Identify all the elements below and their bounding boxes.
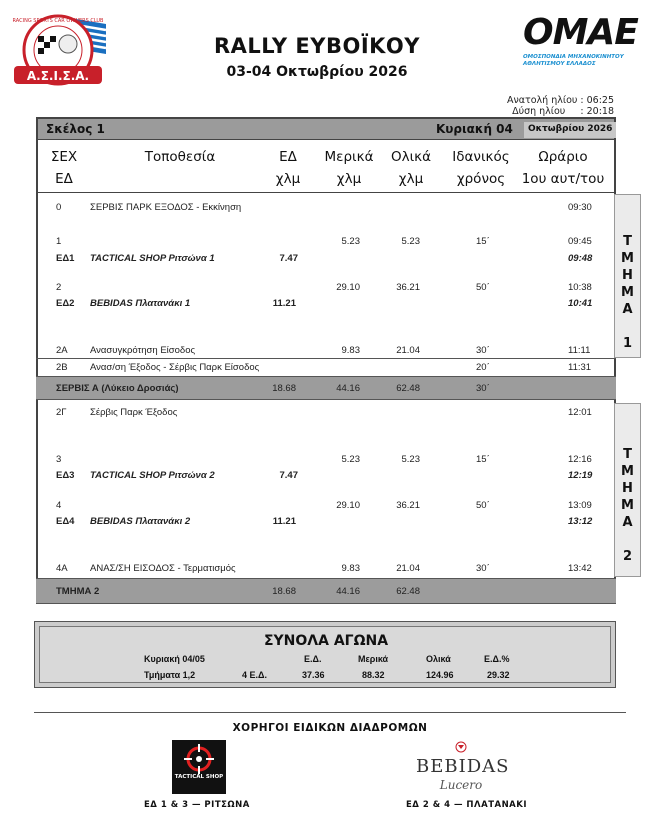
row-partial: 29.10 — [336, 282, 360, 293]
col-header-location: Τοποθεσία — [144, 149, 216, 165]
service-label: ΣΕΡΒΙΣ Α (Λύκειο Δροσιάς) — [56, 383, 179, 394]
row-divider — [36, 358, 616, 359]
row-ideal: 15΄ — [476, 236, 490, 247]
row-tc: ΕΔ3 — [56, 470, 75, 481]
row-tc: 4 — [56, 500, 62, 511]
row-location: BEBIDAS Πλατανάκι 2 — [90, 516, 191, 527]
glass-icon — [416, 740, 506, 756]
footer-divider — [34, 712, 626, 713]
sponsor-caption-left: ΕΔ 1 & 3 — ΡΙΤΣΩΝΑ — [144, 800, 250, 810]
row-ss: 7.47 — [279, 253, 298, 264]
event-dates: 03-04 Οκτωβρίου 2026 — [226, 64, 408, 80]
sunset-time: Δύση ηλίου : 20:18 — [512, 106, 614, 117]
totals-inner — [39, 626, 611, 683]
stage-day: Κυριακή 04 — [436, 122, 513, 136]
row-location: ΑΝΑΣ/ΣΗ ΕΙΣΟΔΟΣ - Τερματισμός — [90, 563, 236, 574]
row-total: 5.23 — [401, 454, 420, 465]
row-time: 09:48 — [568, 253, 593, 264]
row-time: 11:11 — [568, 345, 591, 356]
asisa-logo-ring: RACING SPORTS CAR OWNERS CLUB — [12, 18, 104, 24]
totals-count: 4 Ε.Δ. — [242, 670, 267, 680]
totals-partial: 88.32 — [362, 670, 385, 680]
row-time: 09:45 — [568, 236, 592, 247]
row-time: 13:12 — [568, 516, 593, 527]
service-total: 62.48 — [396, 383, 420, 394]
row-time: 12:19 — [568, 470, 593, 481]
row-location: BEBIDAS Πλατανάκι 1 — [90, 298, 191, 309]
totals-total: 124.96 — [426, 670, 454, 680]
row-location: Ανασ/ση Έξοδος - Σέρβις Παρκ Είσοδος — [90, 362, 260, 373]
row-time: 12:01 — [568, 407, 592, 418]
totals-ss: 37.36 — [302, 670, 325, 680]
row-location: Σέρβις Παρκ Έξοδος — [90, 407, 178, 418]
row-tc: 3 — [56, 454, 62, 465]
row-tc: ΕΔ2 — [56, 298, 75, 309]
row-ss: 11.21 — [272, 298, 296, 309]
crosshair-icon — [172, 742, 226, 776]
bebidas-logo — [416, 740, 510, 796]
section-tab-1 — [614, 194, 641, 358]
row-location: TACTICAL SHOP Ριτσώνα 1 — [90, 253, 215, 264]
row-partial: 9.83 — [341, 345, 360, 356]
sponsors-title: ΧΟΡΗΓΟΙ ΕΙΔΙΚΩΝ ΔΙΑΔΡΟΜΩΝ — [232, 722, 428, 734]
row-ideal: 30΄ — [476, 345, 490, 356]
totals-day: Κυριακή 04/05 — [144, 654, 205, 664]
stage-bar — [38, 119, 614, 140]
stage-label: Σκέλος 1 — [46, 122, 105, 136]
row-tc: 0 — [56, 202, 62, 213]
totals-header-ss: Ε.Δ. — [304, 654, 322, 664]
row-partial: 5.23 — [341, 454, 360, 465]
section-total-label: ΤΜΗΜΑ 2 — [56, 586, 100, 597]
section-total-total: 62.48 — [396, 586, 420, 597]
row-time: 10:41 — [568, 298, 593, 309]
row-tc: ΕΔ4 — [56, 516, 75, 527]
asisa-logo-text: Α.Σ.Ι.Σ.Α. — [26, 69, 90, 83]
row-tc: 1 — [56, 236, 62, 247]
section-tab-label: Τ Μ Η Μ Α 2 — [621, 447, 634, 564]
service-ss: 18.68 — [272, 383, 296, 394]
row-location: Ανασυγκρότηση Είσοδος — [90, 345, 196, 356]
tactical-shop-logo — [172, 740, 226, 794]
section-tab-2 — [614, 403, 641, 577]
row-partial: 9.83 — [341, 563, 360, 574]
row-tc: ΕΔ1 — [56, 253, 75, 264]
row-partial: 29.10 — [336, 500, 360, 511]
row-time: 13:09 — [568, 500, 592, 511]
totals-header-partial: Μερικά — [358, 654, 389, 664]
row-ideal: 50΄ — [476, 282, 490, 293]
row-total: 21.04 — [396, 563, 420, 574]
col-header-ss-km: ΕΔ χλμ — [275, 149, 301, 187]
sponsor-caption-right: ΕΔ 2 & 4 — ΠΛΑΤΑΝΑΚΙ — [406, 800, 528, 810]
sunrise-time: Ανατολή ηλίου : 06:25 — [506, 95, 614, 106]
header-divider — [36, 192, 616, 193]
row-total: 5.23 — [401, 236, 420, 247]
col-header-total-km: Ολικά χλμ — [390, 149, 432, 187]
row-time: 13:42 — [568, 563, 592, 574]
row-tc: 2B — [56, 362, 68, 373]
row-time: 12:16 — [568, 454, 592, 465]
service-partial: 44.16 — [336, 383, 360, 394]
totals-header-pct: Ε.Δ.% — [484, 654, 510, 664]
itinerary-table — [36, 117, 616, 604]
row-time: 09:30 — [568, 202, 592, 213]
row-tc: 4A — [56, 563, 68, 574]
row-ideal: 20΄ — [476, 362, 490, 373]
row-ss: 7.47 — [279, 470, 298, 481]
row-tc: 2 — [56, 282, 62, 293]
col-header-schedule: Ωράριο 1ου αυτ/του — [521, 149, 605, 187]
bebidas-logo-text: BEBIDAS — [416, 756, 510, 777]
totals-title: ΣΥΝΟΛΑ ΑΓΩΝΑ — [263, 633, 389, 649]
event-title: RALLY ΕΥΒΟΪΚΟΥ — [214, 34, 420, 58]
stage-date: Οκτωβρίου 2026 — [524, 122, 616, 138]
section-total-partial: 44.16 — [336, 586, 360, 597]
section-tab-label: Τ Μ Η Μ Α 1 — [621, 234, 634, 351]
col-header-ideal-time: Ιδανικός χρόνος — [452, 149, 510, 187]
row-time: 10:38 — [568, 282, 592, 293]
totals-pct: 29.32 — [487, 670, 510, 680]
row-location: TACTICAL SHOP Ριτσώνα 2 — [90, 470, 215, 481]
row-location: ΣΕΡΒΙΣ ΠΑΡΚ ΕΞΟΔΟΣ - Εκκίνηση — [90, 202, 242, 213]
bebidas-logo-sub: Lucero — [439, 778, 483, 792]
row-ideal: 15΄ — [476, 454, 490, 465]
col-header-tc: ΣΕΧ ΕΔ — [50, 149, 78, 187]
totals-header-total: Ολικά — [426, 654, 451, 664]
tactical-shop-logo-text: TACTICAL SHOP — [174, 774, 224, 780]
service-ideal: 30΄ — [476, 383, 490, 394]
totals-box — [34, 621, 616, 688]
row-ss: 11.21 — [272, 516, 296, 527]
row-tc: 2Γ — [56, 407, 67, 418]
row-total: 21.04 — [396, 345, 420, 356]
row-ideal: 30΄ — [476, 563, 490, 574]
row-total: 36.21 — [396, 500, 420, 511]
col-header-partial-km: Μερικά χλμ — [324, 149, 374, 187]
omae-logo-text: OMAE — [523, 12, 638, 53]
row-tc: 2A — [56, 345, 68, 356]
row-time: 11:31 — [568, 362, 592, 373]
row-ideal: 50΄ — [476, 500, 490, 511]
totals-sections: Τμήματα 1,2 — [144, 670, 196, 680]
section-total-ss: 18.68 — [272, 586, 296, 597]
omae-logo-sub: ΟΜΟΣΠΟΝΔΙΑ ΜΗΧΑΝΟΚΙΝΗΤΟΥ ΑΘΛΗΤΙΣΜΟΥ ΕΛΛΑΔΟΣ — [523, 54, 624, 67]
row-partial: 5.23 — [341, 236, 360, 247]
row-total: 36.21 — [396, 282, 420, 293]
